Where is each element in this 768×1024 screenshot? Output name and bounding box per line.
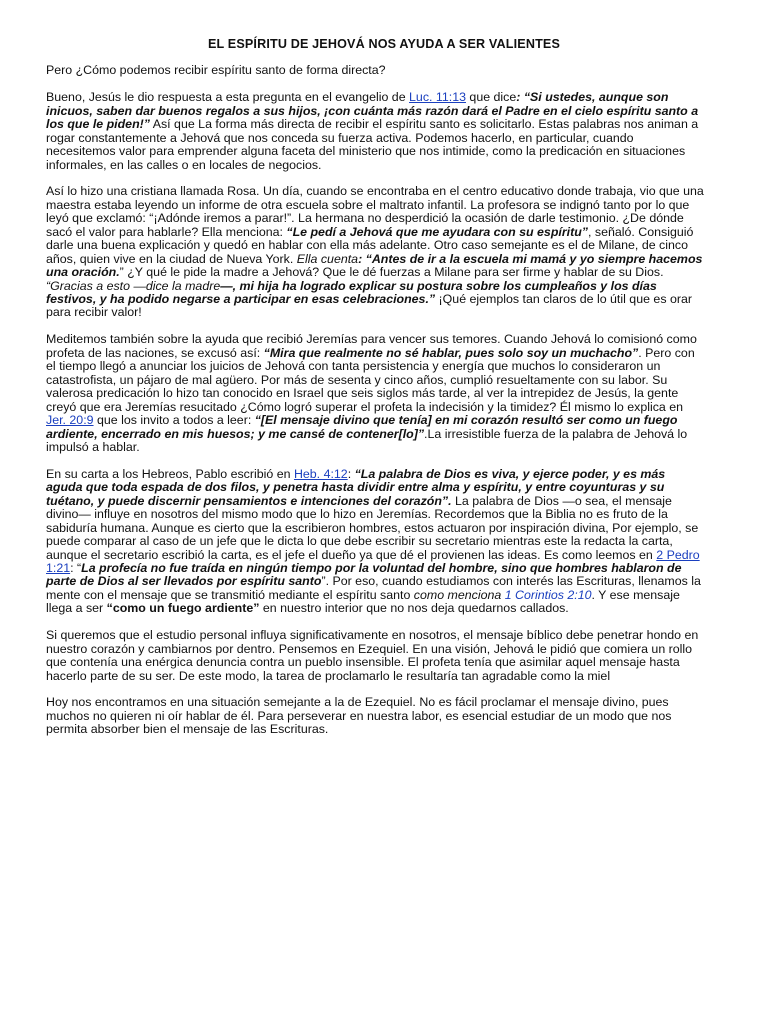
p4-text-a: Meditemos también sobre la ayuda que recibió Jeremías para vencer sus temores. Cuando Jehová lo comisionó como profeta de las naciones, se excusó así: — [46, 332, 697, 360]
p3-quote-2: : “Antes de ir a la escuela mi mamá y yo siempre hacemos una oración. — [46, 251, 703, 280]
p5-text-e: ”. Por eso, cuando estudiamos con interés las Escrituras, llenamos la mente con el mensaje que se transmitió mediante el espíritu santo — [46, 574, 701, 602]
p3-italic-2: “Gracias a esto —dice la madre — [46, 278, 221, 293]
p3-italic-1: Ella cuenta — [296, 251, 359, 266]
p5-text-f: . Y ese mensaje llega a ser — [46, 587, 680, 616]
p5-quote-2: La profecía no fue traída en ningún tiempo por la voluntad del hombre, sino que hombres hablaron de parte de Dios al ser llevados por espíritu santo — [46, 560, 682, 589]
p5-quote-1: “La palabra de Dios es viva, y ejerce poder, y es más aguda que toda espada de dos filos, y penetra hasta dividir entre alma y espíritu, y entre coyunturas y su tuétano, y puede discernir pensamientos e intenciones del corazón”. — [46, 466, 666, 508]
p5-italic-1: como menciona — [413, 587, 505, 602]
p5-text-c: La palabra de Dios —o sea, el mensaje divino— influye en nosotros del mismo modo que lo hizo en Jeremías. Recordemos que la Biblia no es fruto de la sabiduría humana. Aunque es cierto que la escribieron hombres, estos actuaron por inspiración divina, Por ejemplo, se puede comparar al caso de un jefe que le dicta lo que debe escribir su secretario mientras este la redacta la carta, aunque el secretario escribió la carta, es el jefe el dueño ya que dé el provienen las ideas. Es como leemos en — [46, 493, 699, 562]
p5-text-a: En su carta a los Hebreos, Pablo escribió en — [46, 466, 294, 481]
p4-text-c: que los invito a todos a leer: — [93, 413, 255, 428]
page-title: EL ESPÍRITU DE JEHOVÁ NOS AYUDA A SER VALIENTES — [207, 37, 561, 51]
paragraph-1: Pero ¿Cómo podemos recibir espíritu santo de forma directa? — [46, 63, 386, 78]
p3-text-a: Así lo hizo una cristiana llamada Rosa. Un día, cuando se encontraba en el centro educativo donde trabaja, vio que una maestra estaba leyendo un informe de otra escuela sobre el maltrato infantil. La profesora se indignó tanto por lo que leyó que exclamó: “¡Adónde iremos a parar!”. La hermana no desperdició la ocasión de darle testimonio. ¿De dónde sacó el valor para hablarle? Ella menciona: — [46, 184, 704, 239]
link-jer-20-9[interactable]: Jer. 20:9 — [46, 413, 94, 428]
p3-text-c: ” ¿Y qué le pide la madre a Jehová? Que le dé fuerzas a Milane para ser firme y hablar de su Dios. — [119, 265, 664, 280]
p2-quote: : “Si ustedes, aunque son inicuos, saben dar buenos regalos a sus hijos, ¡con cuánta más razón dará el Padre en el cielo espíritu santo a los que le piden!” — [46, 90, 699, 132]
p2-text-a: Bueno, Jesús le dio respuesta a esta pregunta en el evangelio de — [46, 90, 410, 105]
paragraph-7: Hoy nos encontramos en una situación semejante a la de Ezequiel. No es fácil proclamar el mensaje divino, pues muchos no quieren ni oír hablar de él. Para perseverar en nuestra labor, es esencial estudiar de un modo que nos permita absorber bien el mensaje de las Escrituras. — [46, 695, 672, 737]
link-luc-11-13[interactable]: Luc. 11:13 — [409, 90, 466, 105]
p2-text-b: que dice — [465, 90, 517, 105]
p5-text-b: : — [347, 466, 355, 481]
p4-text-b: . Pero con el tiempo llegó a anunciar los juicios de Jehová con tanta persistencia y energía que muchos lo consideraron un catastrofista, un pájaro de mal agüero. Por más de sesenta y cinco años, cumplió resueltamente con su labor. Su valerosa predicación lo hizo tan conocido en Israel que seis siglos más tarde, al ver la intrepidez de Jesús, la gente creyó que era Jeremías resucitado ¿Cómo logró superar el profeta la indecisión y la timidez? Él mismo lo explica en — [46, 345, 695, 414]
paragraph-3 — [46, 185, 704, 320]
p4-quote-1: “Mira que realmente no sé hablar, pues solo soy un muchacho” — [263, 345, 639, 360]
paragraph-4 — [46, 333, 704, 454]
paragraph-5 — [46, 468, 704, 616]
p5-text-g: en nuestro interior que no nos deja quedarnos callados. — [259, 601, 569, 616]
p3-quote-3: —, mi hija ha logrado explicar su postura sobre los cumpleaños y los días festivos, y ha podido negarse a participar en esas celebraciones.” — [46, 278, 657, 307]
link-heb-4-12[interactable]: Heb. 4:12 — [293, 466, 348, 481]
p4-text-d: .La irresistible fuerza de la palabra de Jehová lo impulsó a hablar. — [46, 426, 688, 454]
ref-1-corintios-2-10: 1 Corintios 2:10 — [504, 587, 592, 602]
p3-text-d: ¡Qué ejemplos tan claros de lo útil que es orar para recibir valor! — [46, 292, 692, 320]
p5-text-d: : “ — [70, 560, 82, 575]
p4-quote-2: “[El mensaje divino que tenía] en mi corazón resultó ser como un fuego ardiente, encerrado en mis huesos; y me cansé de contener[lo]” — [46, 413, 678, 441]
link-2-pedro-1-21[interactable]: 2 Pedro 1:21 — [46, 547, 700, 575]
p3-text-b: , señaló. Consiguió darle una buena explicación y quedó en hablar con ella más adelante. Otro caso semejante es el de Milane, de cinco años, quien vive en la ciudad de Nueva York. — [46, 224, 694, 266]
p2-text-c: Así que La forma más directa de recibir el espíritu santo es solicitarlo. Estas palabras nos animan a rogar constantemente a Jehová que nos conceda su fuerza activa. Podemos hacerlo, en particular, cuando necesitemos valor para emprender alguna faceta del ministerio que nos intimide, como la predicación en situaciones informales, en las calles o en locales de negocios. — [46, 117, 699, 172]
p3-quote-1: “Le pedí a Jehová que me ayudara con su espíritu” — [286, 224, 588, 239]
p5-quote-3: “como un fuego ardiente” — [106, 601, 260, 616]
paragraph-6: Si queremos que el estudio personal influya significativamente en nosotros, el mensaje bíblico debe penetrar hondo en nuestro corazón y cambiarnos por dentro. Pensemos en Ezequiel. En una visión, Jehová le pidió que comiera un rollo que contenía una enérgica denuncia contra un pueblo insensible. El profeta tenía que asimilar aquel mensaje hasta hacerlo parte de su ser. De este modo, la tarea de proclamarlo le resultaría tan agradable como la miel — [46, 628, 699, 683]
paragraph-2 — [46, 91, 704, 172]
